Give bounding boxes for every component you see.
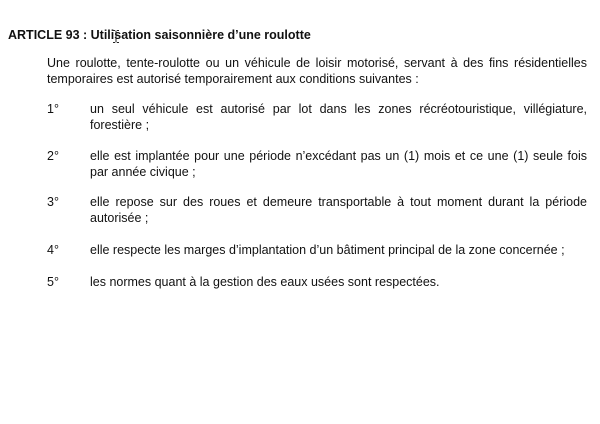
item-text: un seul véhicule est autorisé par lot dans les zones récréotouristique, villégiature, forestière ; (90, 102, 587, 132)
text-cursor-icon (113, 30, 119, 43)
item-text: elle respecte les marges d’implantation d’un bâtiment principal de la zone concernée ; (90, 243, 565, 257)
item-number: 3° (47, 195, 59, 209)
item-number: 4° (47, 243, 59, 257)
item-text: elle repose sur des roues et demeure transportable à tout moment durant la période autorisée ; (90, 195, 587, 225)
item-number: 5° (47, 275, 59, 289)
item-number: 2° (47, 149, 59, 163)
item-number: 1° (47, 102, 59, 116)
article-intro: Une roulotte, tente-roulotte ou un véhicule de loisir motorisé, servant à des fins résidentielles temporaires est autorisé temporairement aux conditions suivantes : (47, 56, 587, 86)
item-text: elle est implantée pour une période n’excédant pas un (1) mois et ce une (1) seule fois par année civique ; (90, 149, 587, 179)
article-title: ARTICLE 93 : Utilisation saisonnière d’une roulotte (8, 28, 311, 42)
item-text: les normes quant à la gestion des eaux usées sont respectées. (90, 275, 440, 289)
